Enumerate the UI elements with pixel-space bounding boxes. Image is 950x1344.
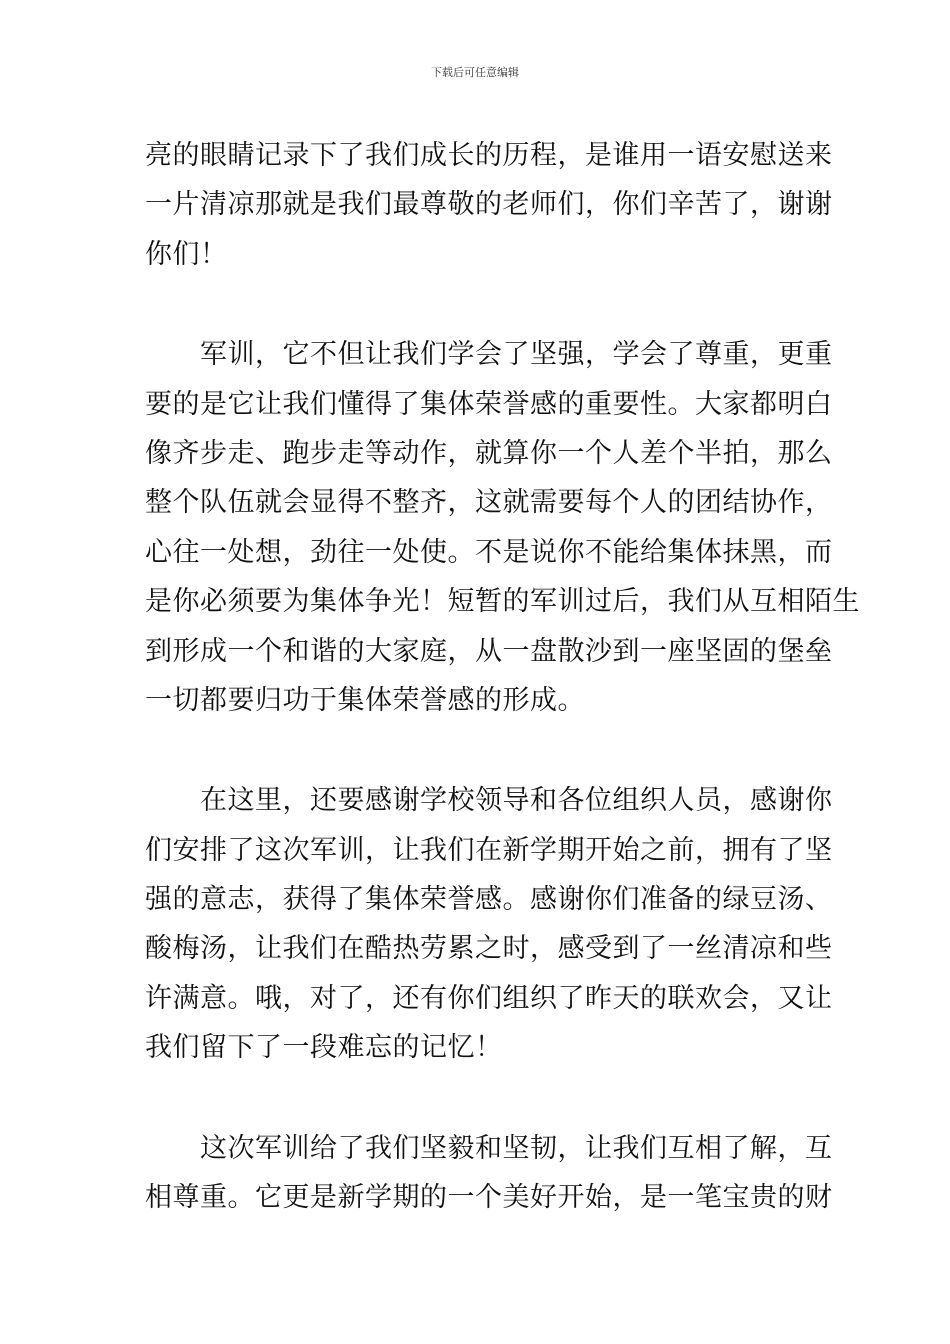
text-line: 亮的眼睛记录下了我们成长的历程，是谁用一语安慰送来 (145, 140, 833, 171)
text-line: 这次军训给了我们坚毅和坚韧，让我们互相了解，互 (145, 1132, 833, 1164)
paragraph-2 (145, 330, 860, 725)
text-line: 一片清凉那就是我们最尊敬的老师们，你们辛苦了，谢谢 (145, 189, 833, 221)
text-line: 是你必须要为集体争光！短暂的军训过后，我们从互相陌生 (145, 586, 860, 618)
paragraph-gap (145, 725, 810, 776)
page-header: 下载后可任意编辑 (431, 66, 519, 79)
text-line: 相尊重。它更是新学期的一个美好开始，是一笔宝贵的财 (145, 1182, 833, 1214)
paragraph-gap (145, 1073, 810, 1124)
text-line: 到形成一个和谐的大家庭，从一盘散沙到一座坚固的堡垒 (145, 635, 833, 667)
text-line: 心往一处想，劲往一处使。不是说你不能给集体抹黑，而 (145, 536, 833, 568)
text-line: 整个队伍就会显得不整齐，这就需要每个人的团结协作， (145, 487, 833, 519)
paragraph-4 (145, 1124, 833, 1223)
text-line: 一切都要归功于集体荣誉感的形成。 (145, 684, 585, 716)
text-line: 酸梅汤，让我们在酷热劳累之时，感受到了一丝清凉和些 (145, 933, 833, 965)
paragraph-gap (145, 279, 810, 330)
paragraph-3 (145, 776, 833, 1072)
text-line: 许满意。哦，对了，还有你们组织了昨天的联欢会，又让 (145, 982, 833, 1014)
text-line: 你们！ (145, 238, 228, 270)
text-line: 像齐步走、跑步走等动作，就算你一个人差个半拍，那么 (145, 437, 833, 469)
text-line: 强的意志，获得了集体荣誉感。感谢你们准备的绿豆汤、 (145, 884, 833, 916)
text-line: 我们留下了一段难忘的记忆！ (145, 1032, 503, 1064)
text-line: 在这里，还要感谢学校领导和各位组织人员，感谢你 (145, 785, 833, 817)
text-line: 要的是它让我们懂得了集体荣誉感的重要性。大家都明白 (145, 388, 833, 420)
text-line: 们安排了这次军训，让我们在新学期开始之前，拥有了坚 (145, 834, 833, 866)
paragraph-1 (145, 131, 833, 279)
document-body (145, 131, 860, 1222)
text-line: 军训，它不但让我们学会了坚强，学会了尊重，更重 (145, 339, 833, 371)
